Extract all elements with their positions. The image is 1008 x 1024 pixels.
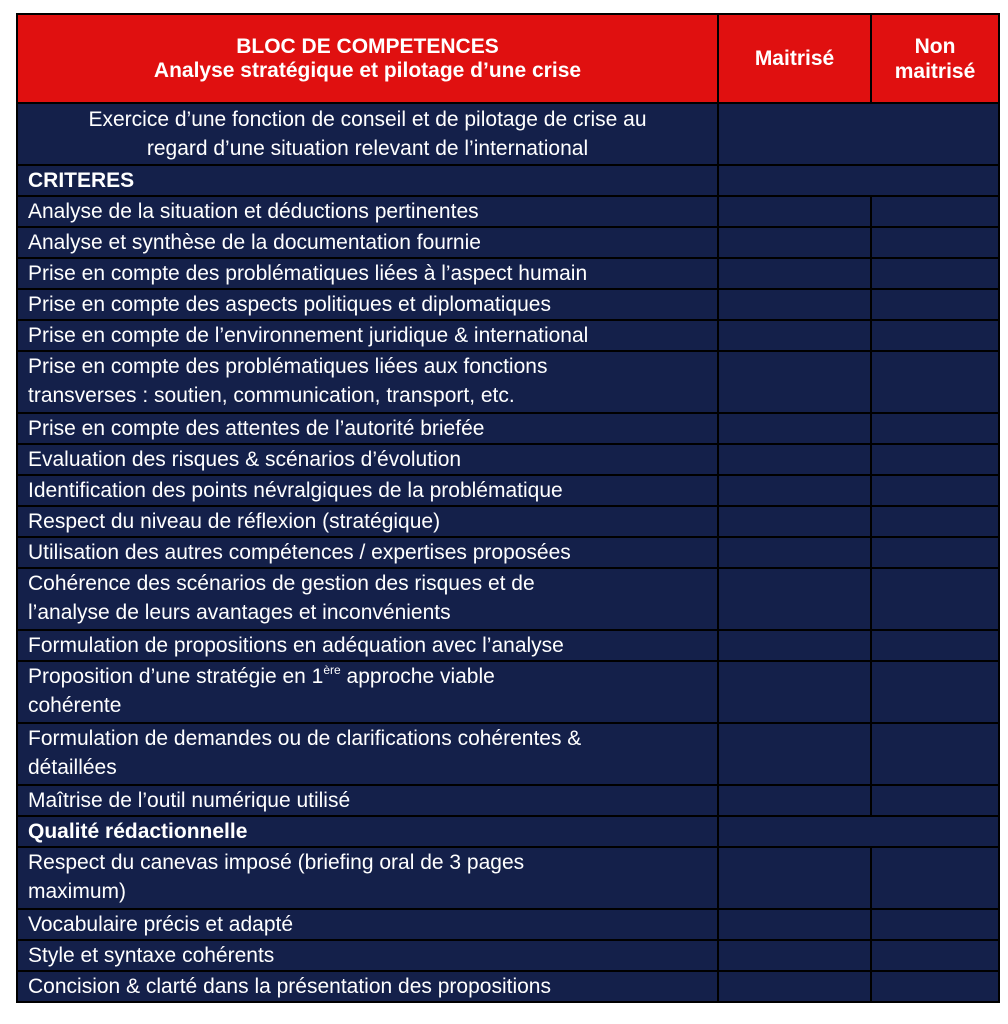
criterion-row-line1: Prise en compte des aspects politiques et diplomatiques [28, 293, 551, 316]
criterion-row-line1: Analyse de la situation et déductions pertinentes [28, 200, 479, 223]
section-criteria-heading [18, 166, 717, 195]
section-quality-heading [18, 817, 717, 846]
quality-row-line1: Respect du canevas imposé (briefing oral de 3 pages [28, 851, 525, 874]
quality-not-mastered-cell[interactable] [872, 972, 998, 1001]
criterion-row-label [18, 445, 717, 474]
criterion-row-label [18, 538, 717, 567]
criterion-mastered-cell[interactable] [719, 538, 870, 567]
criterion-row-line1: Identification des points névralgiques de la problématique [28, 479, 563, 502]
criterion-row-label [18, 352, 717, 412]
criterion-mastered-cell[interactable] [719, 228, 870, 257]
criterion-not-mastered-cell[interactable] [872, 538, 998, 567]
criterion-not-mastered-cell[interactable] [872, 228, 998, 257]
criterion-row-label [18, 662, 717, 722]
criterion-mastered-cell[interactable] [719, 724, 870, 784]
quality-row-line2: maximum) [28, 880, 126, 903]
criterion-row-label [18, 228, 717, 257]
criterion-row-label [18, 290, 717, 319]
quality-mastered-cell[interactable] [719, 972, 870, 1001]
exercise-assessment-cell [719, 104, 998, 164]
criterion-mastered-cell[interactable] [719, 631, 870, 660]
criterion-not-mastered-cell[interactable] [872, 445, 998, 474]
criterion-row-line1-part: Proposition d’une stratégie en 1 [28, 665, 324, 688]
column-header-not-mastered-line1: Non [914, 34, 956, 58]
column-header-not-mastered-line2: maitrisé [894, 59, 976, 83]
criterion-not-mastered-cell[interactable] [872, 507, 998, 536]
criterion-row-label [18, 724, 717, 784]
column-header-not-mastered [872, 15, 998, 102]
criterion-mastered-cell[interactable] [719, 290, 870, 319]
criterion-not-mastered-cell[interactable] [872, 197, 998, 226]
quality-row-label [18, 848, 717, 908]
criterion-row-label [18, 507, 717, 536]
criterion-mastered-cell[interactable] [719, 321, 870, 350]
criterion-mastered-cell[interactable] [719, 445, 870, 474]
criterion-not-mastered-cell[interactable] [872, 352, 998, 412]
criterion-row-line1: Prise en compte des problématiques liées à l’aspect humain [28, 262, 588, 285]
quality-row-label [18, 972, 717, 1001]
criterion-not-mastered-cell[interactable] [872, 724, 998, 784]
criterion-not-mastered-cell[interactable] [872, 321, 998, 350]
criterion-row-line1: Formulation de propositions en adéquation avec l’analyse [28, 634, 564, 657]
criterion-mastered-cell[interactable] [719, 476, 870, 505]
column-header-mastered-label: Maitrisé [754, 47, 835, 70]
criterion-not-mastered-cell[interactable] [872, 662, 998, 722]
quality-not-mastered-cell[interactable] [872, 848, 998, 908]
criterion-row-line2: l’analyse de leurs avantages et inconvénients [28, 601, 451, 624]
criterion-not-mastered-cell[interactable] [872, 786, 998, 815]
criterion-row-line1: Respect du niveau de réflexion (stratégique) [28, 510, 441, 533]
section-quality-assessment-cell [719, 817, 998, 846]
table-header-title [18, 15, 717, 102]
criterion-row-label [18, 321, 717, 350]
quality-row-label [18, 910, 717, 939]
criterion-row-line1: Cohérence des scénarios de gestion des risques et de [28, 572, 535, 595]
criterion-row-label [18, 259, 717, 288]
criterion-row-line2: détaillées [28, 756, 117, 779]
criterion-mastered-cell[interactable] [719, 569, 870, 629]
criterion-row-label [18, 197, 717, 226]
criterion-mastered-cell[interactable] [719, 786, 870, 815]
exercise-description [18, 104, 717, 164]
criterion-row-line1: Evaluation des risques & scénarios d’évolution [28, 448, 462, 471]
quality-row-line1: Vocabulaire précis et adapté [28, 913, 294, 936]
exercise-line2: regard d’une situation relevant de l’international [146, 137, 589, 160]
quality-mastered-cell[interactable] [719, 848, 870, 908]
competence-table [16, 13, 1000, 1003]
criterion-row-line1: Prise en compte de l’environnement juridique & international [28, 324, 589, 347]
criterion-not-mastered-cell[interactable] [872, 569, 998, 629]
criterion-mastered-cell[interactable] [719, 507, 870, 536]
criterion-row-line1 [28, 662, 717, 691]
criterion-row-label [18, 786, 717, 815]
quality-mastered-cell[interactable] [719, 941, 870, 970]
column-header-mastered [719, 15, 870, 102]
criterion-row-label [18, 476, 717, 505]
criterion-mastered-cell[interactable] [719, 352, 870, 412]
criterion-row-label [18, 631, 717, 660]
criterion-row-line2: transverses : soutien, communication, transport, etc. [28, 384, 515, 407]
criterion-row-line1: Utilisation des autres compétences / expertises proposées [28, 541, 571, 564]
section-criteria-assessment-cell [719, 166, 998, 195]
quality-row-line1: Style et syntaxe cohérents [28, 944, 275, 967]
quality-mastered-cell[interactable] [719, 910, 870, 939]
header-title-line2: Analyse stratégique et pilotage d’une crise [153, 58, 582, 82]
criterion-row-line2: cohérente [28, 694, 122, 717]
quality-row-line1: Concision & clarté dans la présentation des propositions [28, 975, 551, 998]
criterion-row-line1: Formulation de demandes ou de clarifications cohérentes & [28, 727, 582, 750]
criterion-row-line1: Prise en compte des problématiques liées aux fonctions [28, 355, 548, 378]
quality-not-mastered-cell[interactable] [872, 910, 998, 939]
criterion-row-superscript: ère [323, 663, 341, 677]
criterion-not-mastered-cell[interactable] [872, 414, 998, 443]
quality-row-label [18, 941, 717, 970]
criterion-row-line1: Maîtrise de l’outil numérique utilisé [28, 789, 351, 812]
section-quality-label: Qualité rédactionnelle [28, 820, 248, 843]
criterion-not-mastered-cell[interactable] [872, 476, 998, 505]
section-criteria-label: CRITERES [28, 169, 135, 192]
criterion-row-line1-part: approche viable [340, 665, 495, 688]
criterion-mastered-cell[interactable] [719, 414, 870, 443]
exercise-line1: Exercice d’une fonction de conseil et de pilotage de crise au [88, 108, 647, 131]
criterion-row-line1: Analyse et synthèse de la documentation fournie [28, 231, 481, 254]
criterion-not-mastered-cell[interactable] [872, 259, 998, 288]
header-title-line1: BLOC DE COMPETENCES [236, 34, 499, 58]
criterion-row-line1: Prise en compte des attentes de l’autorité briefée [28, 417, 485, 440]
criterion-row-label [18, 569, 717, 629]
criterion-mastered-cell[interactable] [719, 197, 870, 226]
quality-not-mastered-cell[interactable] [872, 941, 998, 970]
criterion-not-mastered-cell[interactable] [872, 290, 998, 319]
criterion-mastered-cell[interactable] [719, 662, 870, 722]
criterion-not-mastered-cell[interactable] [872, 631, 998, 660]
criterion-row-label [18, 414, 717, 443]
criterion-mastered-cell[interactable] [719, 259, 870, 288]
